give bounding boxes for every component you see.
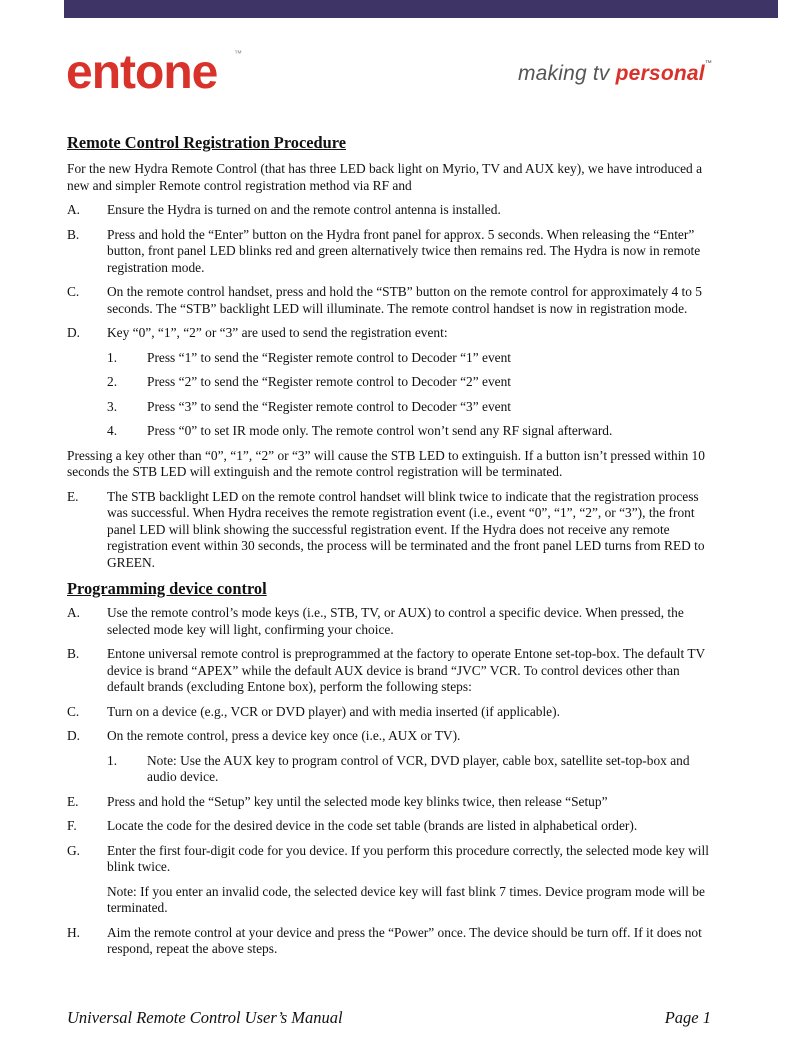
item-label: G. (67, 842, 81, 858)
item-label: E. (67, 488, 79, 504)
list-item (67, 284, 711, 317)
item-text: Enter the first four-digit code for you device. If you perform this procedure correctly, the selected mode key will blink twice. (107, 842, 709, 874)
item-text: Entone universal remote control is preprogrammed at the factory to operate Entone set-top-box. The default TV device is brand “APEX” while the default AUX device is brand “JVC” VCR. To control devices other than default brands (excluding Entone box), perform the following steps: (107, 646, 705, 694)
list-item (67, 227, 711, 277)
sub-item-number: 2. (107, 374, 118, 389)
list-item (67, 818, 711, 835)
sub-item-number: 3. (107, 398, 118, 414)
item-text: Key “0”, “1”, “2” or “3” are used to send the registration event: (107, 325, 448, 340)
list-item (67, 489, 711, 572)
sub-item-text: Press “2” to send the “Register remote control to Decoder “2” event (147, 374, 512, 389)
list-item (67, 202, 711, 219)
item-label: E. (67, 793, 79, 809)
item-label: C. (67, 703, 80, 719)
item-text: Turn on a device (e.g., VCR or DVD player) and with media inserted (if applicable). (107, 703, 560, 719)
list-item (67, 794, 711, 811)
item-label: C. (67, 284, 80, 299)
list-item (67, 605, 711, 638)
item-label: A. (67, 202, 81, 217)
item-text: Use the remote control’s mode keys (i.e., STB, TV, or AUX) to control a specific device. When pressed, the selected mode key will light, confirming your choice. (107, 605, 684, 637)
document-body (67, 133, 711, 966)
section-title-registration: Remote Control Registration Procedure (67, 133, 347, 152)
tagline-plain: making tv (517, 62, 616, 85)
tagline-tm: ™ (704, 60, 712, 67)
logo-text: entone (66, 48, 218, 94)
item-label: A. (67, 605, 81, 620)
item-label: D. (67, 728, 81, 743)
list-item (67, 728, 711, 745)
item-label: B. (67, 646, 80, 661)
list-item (67, 704, 711, 721)
sub-list-item (107, 350, 711, 367)
item-label: D. (67, 325, 81, 340)
list-item (67, 843, 711, 876)
page-footer (67, 1008, 711, 1028)
item-text: The STB backlight LED on the remote control handset will blink twice to indicate that the registration process was successful. When Hydra receives the remote registration event (i.e., event “0”, “1”, “2”, or “3”), the front panel LED will blink showing the successful registration event. If the Hydra does not receive any remote registration event within 30 seconds, the process will be terminated and the front panel LED turns from RED to GREEN. (107, 488, 705, 570)
sub-item-text: Press “1” to send the “Register remote control to Decoder “1” event (147, 349, 512, 365)
sub-list-item (107, 374, 711, 391)
section-title-programming: Programming device control (67, 579, 267, 598)
sub-item-text: Press “3” to send the “Register remote control to Decoder “3” event (147, 398, 512, 414)
sub-item-text: Note: Use the AUX key to program control of VCR, DVD player, cable box, satellite set-top-box and audio device. (147, 752, 690, 784)
footer-manual-title: Universal Remote Control User’s Manual (67, 1008, 343, 1027)
item-text: On the remote control handset, press and hold the “STB” button on the remote control for approximately 4 to 5 seconds. The “STB” backlight LED will illuminate. The remote control handset is now in registration mode. (107, 284, 702, 316)
list-item (67, 925, 711, 958)
item-label: B. (67, 226, 80, 242)
list-item (67, 646, 711, 696)
header-bar (64, 0, 778, 18)
sub-list-item (107, 423, 711, 440)
registration-intro: For the new Hydra Remote Control (that has three LED back light on Myrio, TV and AUX key), we have introduced a new and simpler Remote control registration method via RF and (67, 161, 703, 193)
sub-list-item (107, 399, 711, 416)
invalid-code-note: Note: If you enter an invalid code, the selected device key will fast blink 7 times. Device program mode will be terminated. (107, 883, 705, 915)
sub-item-number: 1. (107, 752, 118, 768)
item-text: Press and hold the “Enter” button on the Hydra front panel for approx. 5 seconds. When releasing the “Enter” button, front panel LED blinks red and green alternatively twice then remains red. The Hydra is now in remote registration mode. (107, 226, 701, 275)
item-label: F. (67, 818, 77, 833)
item-text: On the remote control, press a device key once (i.e., AUX or TV). (107, 728, 461, 743)
footer-page-number: Page 1 (664, 1008, 711, 1027)
sub-list-item (107, 753, 711, 786)
item-text: Press and hold the “Setup” key until the selected mode key blinks twice, then release “Setup” (107, 793, 608, 809)
tagline-accent: personal (615, 62, 705, 85)
item-text: Aim the remote control at your device and press the “Power” once. The device should be turn off. If it does not respond, repeat the above steps. (107, 924, 702, 956)
item-text: Ensure the Hydra is turned on and the remote control antenna is installed. (107, 202, 501, 217)
sub-item-number: 4. (107, 423, 118, 438)
item-label: H. (67, 924, 81, 940)
sub-item-text: Press “0” to set IR mode only. The remote control won’t send any RF signal afterward. (147, 423, 613, 438)
entone-logo (66, 48, 266, 94)
logo-tm: ™ (234, 49, 242, 58)
sub-item-number: 1. (107, 349, 118, 365)
tagline (518, 62, 712, 86)
item-text: Locate the code for the desired device in the code set table (brands are listed in alphabetical order). (107, 818, 638, 833)
list-item (67, 325, 711, 342)
pressing-note: Pressing a key other than “0”, “1”, “2” or “3” will cause the STB LED to extinguish. If a button isn’t pressed within 10 seconds the STB LED will extinguish and the remote control registration will be terminated. (67, 447, 705, 479)
